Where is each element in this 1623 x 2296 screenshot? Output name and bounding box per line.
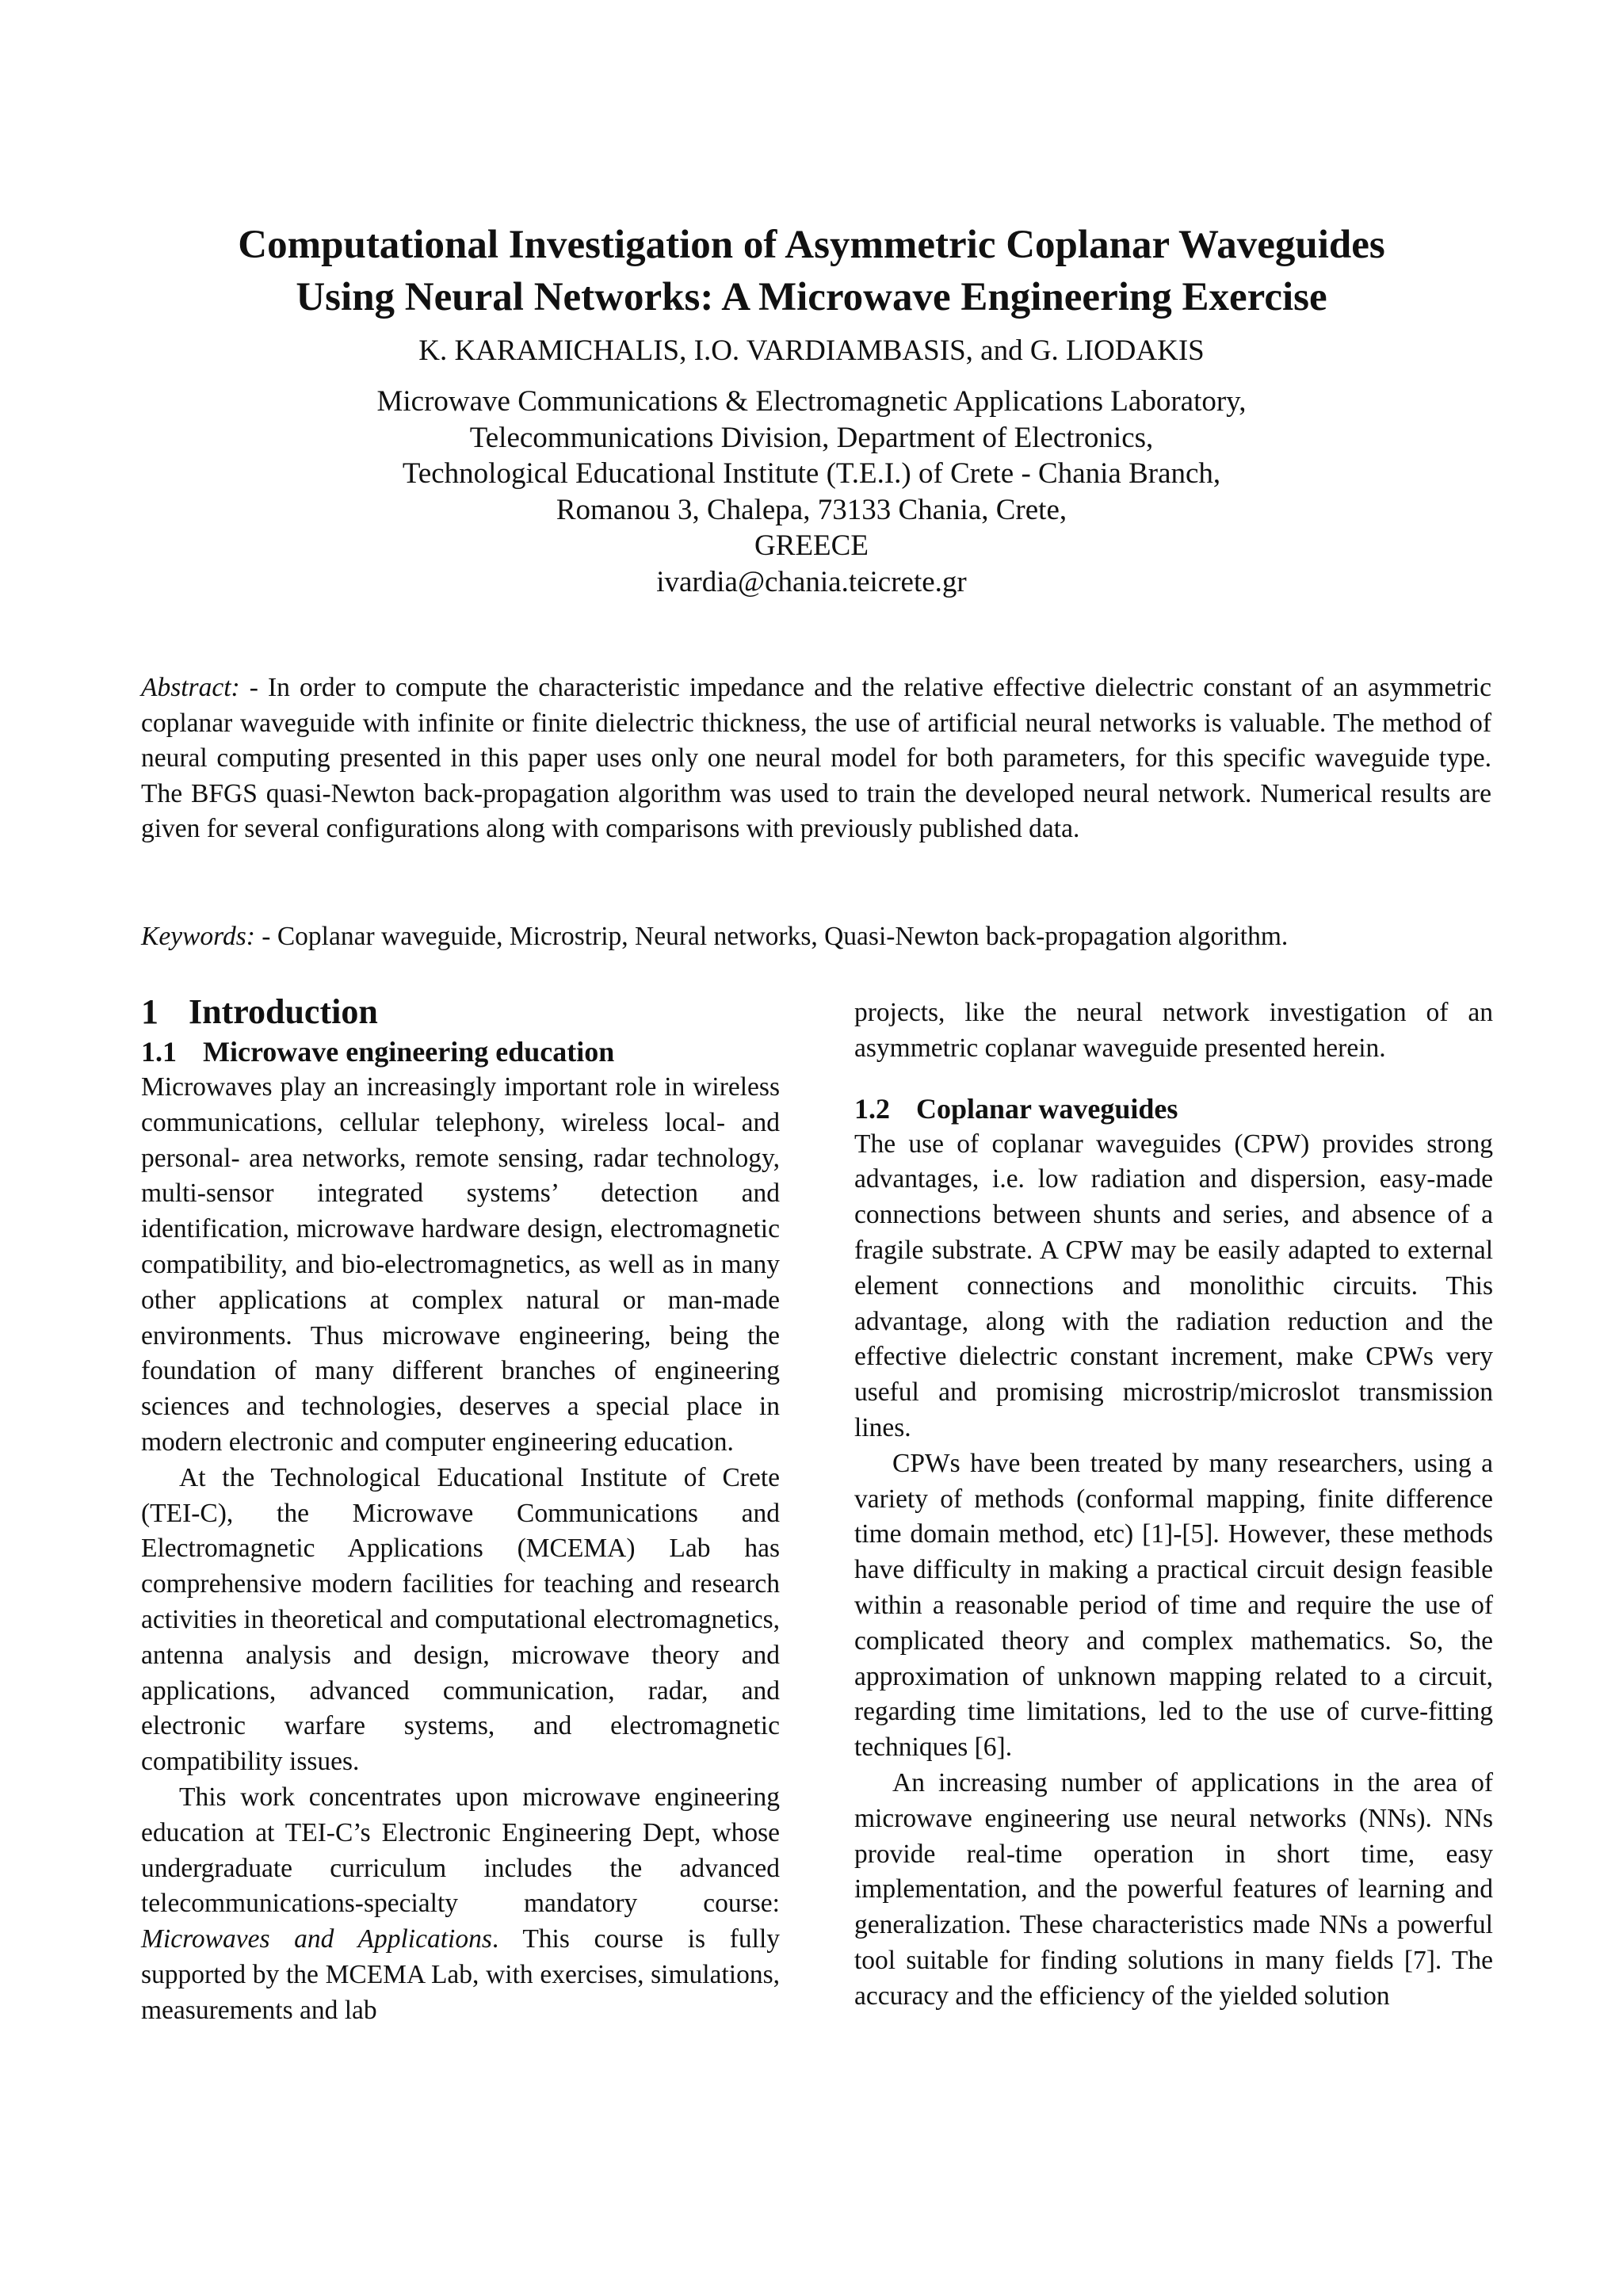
paragraph-tei-c-lab: At the Technological Educational Institute of Crete (TEI-C), the Microwave Communications and Electromagnetic Applications (MCEMA) Lab has comprehensive modern facilities for teaching and research activities in theoretical and computational electromagnetics, antenna analysis and design, microwave theory and applications, advanced communication, radar, and electronic warfare systems, and electromagnetic compatibility issues. — [141, 1462, 780, 1777]
affiliation-country: GREECE — [754, 529, 869, 562]
left-column — [141, 991, 780, 2029]
affiliation-lab: Microwave Communications & Electromagnetic Applications Laboratory, — [376, 385, 1247, 418]
subsection-heading-coplanar — [854, 1091, 1493, 1127]
author-list: K. KARAMICHALIS, I.O. VARDIAMBASIS, and G. LIODAKIS — [418, 334, 1205, 367]
affiliation-division: Telecommunications Division, Department of Electronics, — [469, 421, 1154, 454]
paragraph-microwaves-role: Microwaves play an increasingly important role in wireless communications, cellular telephony, wireless local- and personal- area networks, remote sensing, radar technology, multi-sensor integrated systems’ detection and identification, microwave hardware design, electromagnetic compatibility, and bio-electromagnetics, as well as in many other applications at complex natural or man-made environments. Thus microwave engineering, being the foundation of many different branches of engineering sciences and technologies, deserves a special place in modern electronic and computer engineering education. — [141, 1072, 780, 1457]
abstract — [141, 670, 1491, 847]
paragraph-this-work-end: . This course is fully supported by the MCEMA Lab, with exercises, simulations, measurements and lab — [141, 1924, 780, 2025]
title-line-2: Using Neural Networks: A Microwave Engineering Exercise — [296, 275, 1327, 320]
subsection-title: Coplanar waveguides — [916, 1092, 1178, 1125]
section-number: 1 — [141, 992, 158, 1031]
abstract-label: Abstract: — [141, 673, 240, 702]
affiliation-address: Romanou 3, Chalepa, 73133 Chania, Crete, — [556, 493, 1067, 526]
paragraph-neural-networks: An increasing number of applications in the area of microwave engineering use neural networks (NNs). NNs provide real-time operation in short time, easy implementation, and the powerful features of learning and generalization. These characteristics made NNs a powerful tool suitable for finding solutions in many fields [7]. The accuracy and the efficiency of the yielded solution — [854, 1767, 1493, 2011]
abstract-text: - In order to compute the characteristic impedance and the relative effective dielectric constant of an asymmetric coplanar waveguide with infinite or finite dielectric thickness, the use of artificial neural networks is valuable. The method of neural computing presented in this paper uses only one neural model for both parameters, for this specific waveguide type. The BFGS quasi-Newton back-propagation algorithm was used to train the developed neural network. Numerical results are given for several configurations along with comparisons with previously published data. — [141, 673, 1491, 843]
subsection-number: 1.1 — [141, 1036, 177, 1068]
keywords — [141, 919, 1520, 955]
subsection-number: 1.2 — [854, 1092, 890, 1125]
paragraph-cpw-advantages: The use of coplanar waveguides (CPW) provides strong advantages, i.e. low radiation and dispersion, easy-made connections between shunts and series, and absence of a fragile substrate. A CPW may be easily adapted to external element connections and monolithic circuits. This advantage, along with the radiation reduction and the effective dielectric constant increment, make CPWs very useful and promising microstrip/microslot transmission lines. — [854, 1129, 1493, 1442]
affiliation-institute: Technological Educational Institute (T.E.I.) of Crete - Chania Branch, — [402, 457, 1221, 490]
paragraph-this-work-start: This work concentrates upon microwave engineering education at TEI-C’s Electronic Engineering Dept, whose undergraduate curriculum includes the advanced telecommunications-specialty mandatory course: — [141, 1782, 780, 1919]
subsection-heading-education — [141, 1033, 780, 1070]
title-line-1: Computational Investigation of Asymmetric Coplanar Waveguides — [238, 223, 1385, 268]
section-heading-introduction — [141, 991, 780, 1033]
right-column — [854, 995, 1493, 2015]
affiliation-email: ivardia@chania.teicrete.gr — [656, 565, 967, 598]
keywords-label: Keywords: — [141, 922, 255, 951]
affiliation-block — [119, 384, 1504, 600]
paragraph-cpw-methods: CPWs have been treated by many researchers, using a variety of methods (conformal mapping, finite difference time domain method, etc) [1]-[5]. However, these methods have difficulty in making a practical circuit design feasible within a reasonable period of time and require the use of complicated theory and complex mathematics. So, the approximation of unknown mapping related to a circuit, regarding time limitations, led to the use of curve-fitting techniques [6]. — [854, 1448, 1493, 1763]
subsection-title: Microwave engineering education — [203, 1036, 615, 1068]
paragraph-this-work-continued: projects, like the neural network investigation of an asymmetric coplanar waveguide presented herein. — [854, 998, 1493, 1063]
course-name: Microwaves and Applications — [141, 1924, 492, 1954]
paragraph-this-work — [141, 1780, 780, 2029]
paper-title — [119, 219, 1504, 323]
section-title: Introduction — [189, 992, 378, 1031]
keywords-text: - Coplanar waveguide, Microstrip, Neural networks, Quasi-Newton back-propagation algorithm. — [254, 922, 1289, 951]
